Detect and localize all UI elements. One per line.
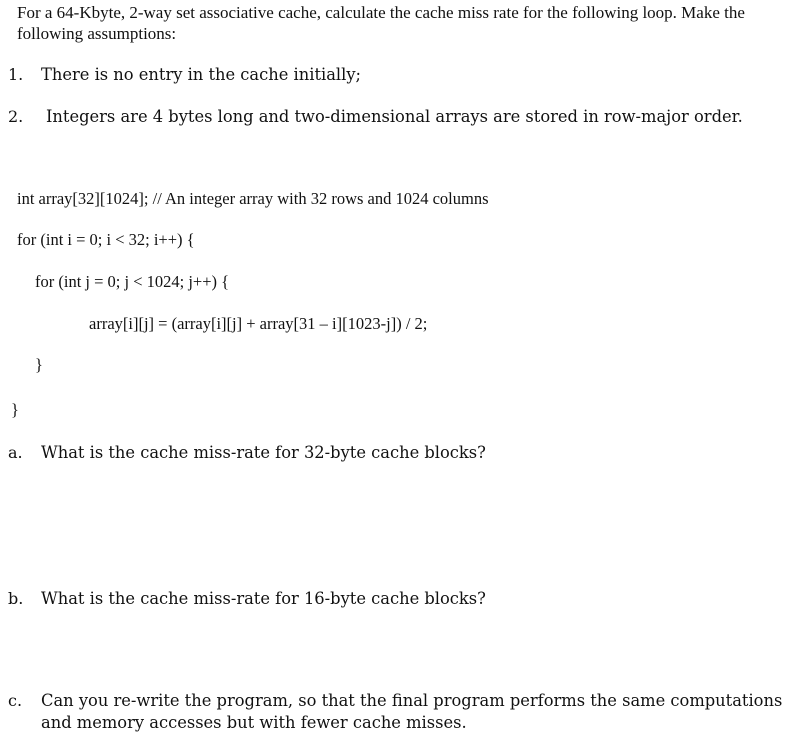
question-marker: a. bbox=[8, 443, 23, 462]
question-text: Can you re-write the program, so that the final program performs the same computations and memory accesses but with fewer cache misses. bbox=[41, 691, 783, 732]
assumption-text: Integers are 4 bytes long and two-dimensional arrays are stored in row-major order. bbox=[46, 107, 743, 126]
question-marker: b. bbox=[8, 589, 24, 608]
assumption-marker: 2. bbox=[8, 107, 24, 126]
code-inner-close-brace: } bbox=[35, 355, 43, 374]
question-text: What is the cache miss-rate for 16-byte cache blocks? bbox=[41, 589, 486, 608]
code-inner-loop: for (int j = 0; j < 1024; j++) { bbox=[35, 272, 230, 291]
code-array-declaration: int array[32][1024]; // An integer array with 32 rows and 1024 columns bbox=[17, 189, 489, 208]
assumption-marker: 1. bbox=[8, 65, 24, 84]
code-outer-loop: for (int i = 0; i < 32; i++) { bbox=[17, 230, 195, 249]
intro-paragraph: For a 64-Kbyte, 2-way set associative cache, calculate the cache miss rate for the following loop. Make the following assumptions: bbox=[17, 3, 745, 43]
code-outer-close-brace: } bbox=[11, 400, 19, 419]
question-text: What is the cache miss-rate for 32-byte cache blocks? bbox=[41, 443, 486, 462]
assumption-text: There is no entry in the cache initially; bbox=[41, 65, 361, 84]
question-marker: c. bbox=[8, 691, 23, 710]
code-loop-body: array[i][j] = (array[i][j] + array[31 – i][1023-j]) / 2; bbox=[89, 314, 428, 333]
